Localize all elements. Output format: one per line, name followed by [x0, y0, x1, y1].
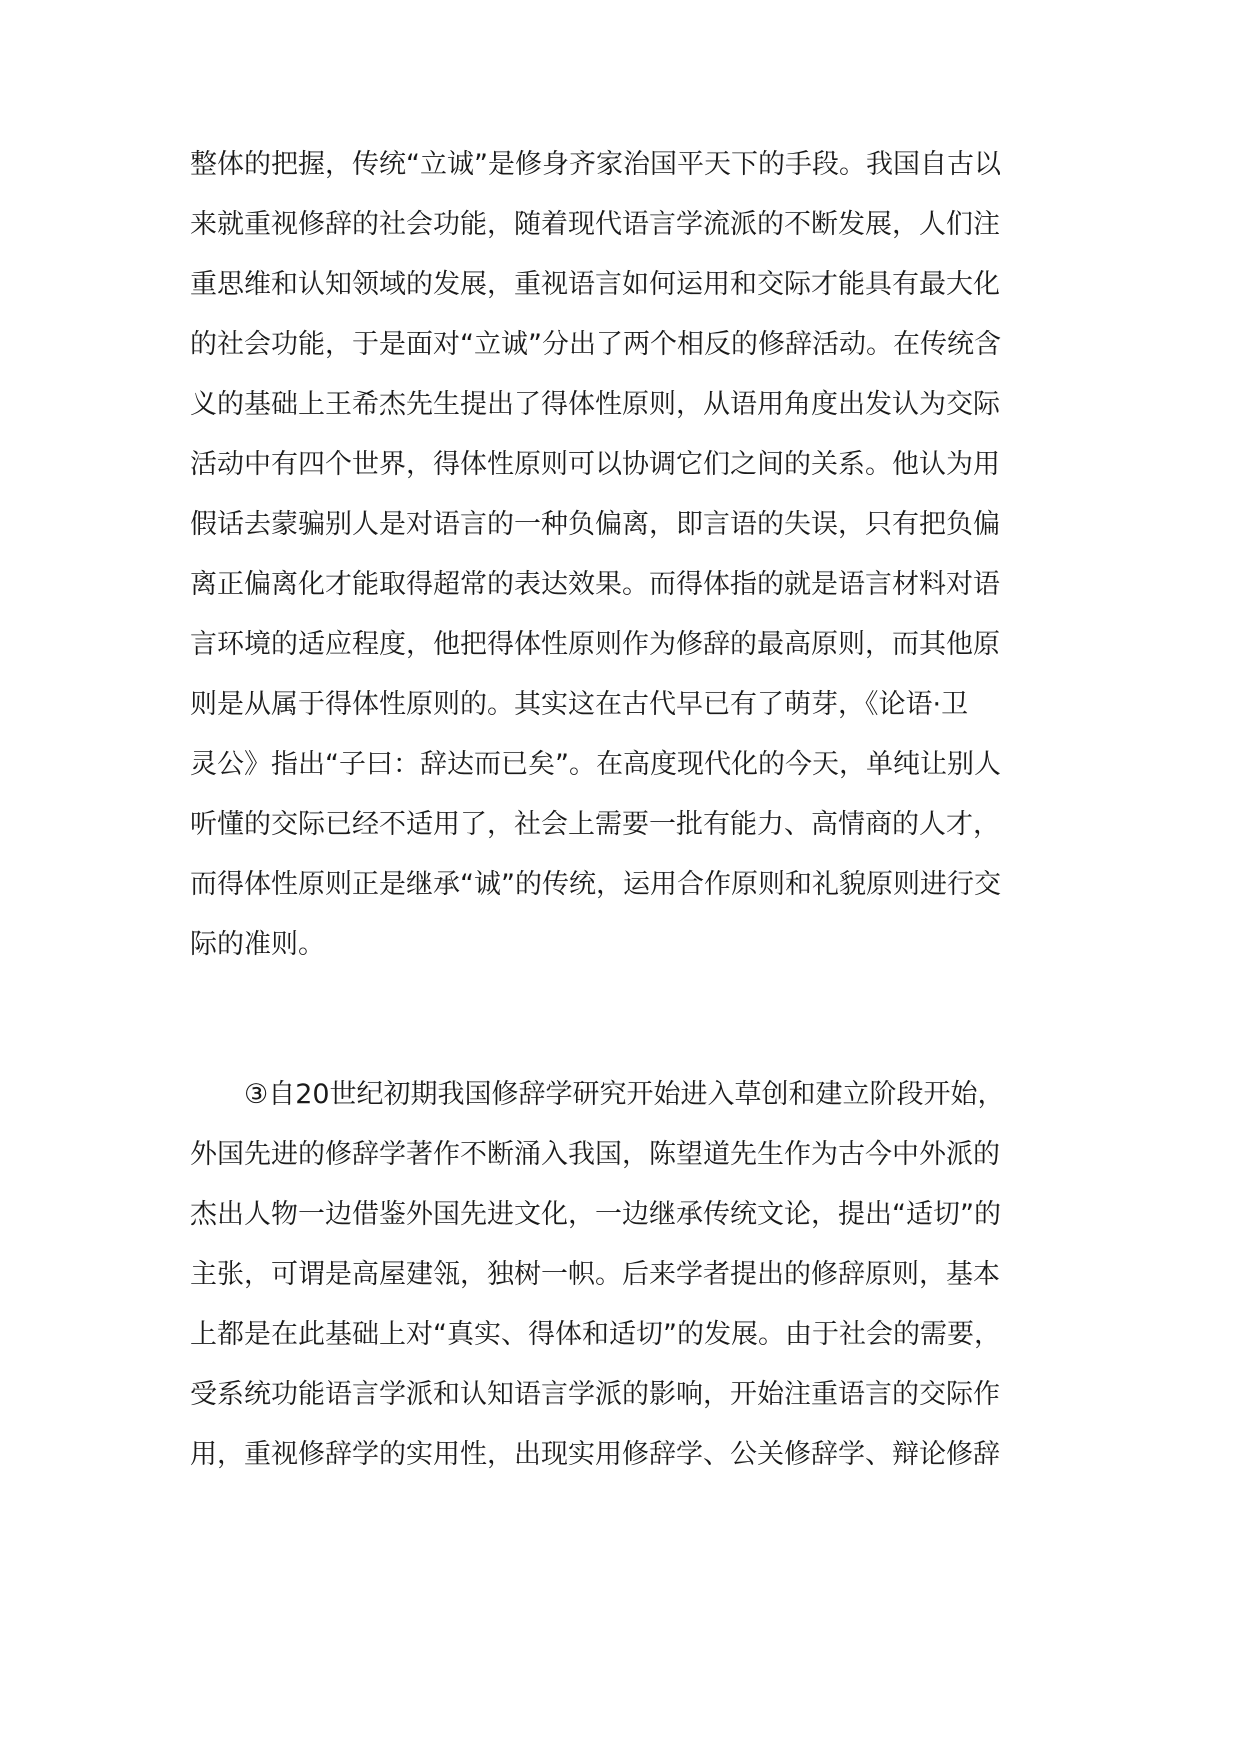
paragraph-2-line: 上都是在此基础上对“真实、得体和适切”的发展。由于社会的需要， [190, 1319, 1001, 1350]
paragraph-1-line: 则是从属于得体性原则的。其实这在古代早已有了萌芽，《论语·卫 [190, 689, 969, 720]
paragraph-1-line: 义的基础上王希杰先生提出了得体性原则，从语用角度出发认为交际 [190, 389, 1000, 420]
paragraph-1-line: 听懂的交际已经不适用了，社会上需要一批有能力、高情商的人才， [190, 809, 1000, 840]
paragraph-1-line: 际的准则。 [190, 929, 325, 960]
paragraph-2-line: 受系统功能语言学派和认知语言学派的影响，开始注重语言的交际作 [190, 1379, 1000, 1410]
paragraph-1-line: 离正偏离化才能取得超常的表达效果。而得体指的就是语言材料对语 [190, 569, 1000, 600]
paragraph-1-line: 的社会功能，于是面对“立诚”分出了两个相反的修辞活动。在传统含 [190, 329, 1001, 360]
paragraph-2-line: 用，重视修辞学的实用性，出现实用修辞学、公关修辞学、辩论修辞 [190, 1439, 1000, 1470]
paragraph-1-line: 言环境的适应程度，他把得体性原则作为修辞的最高原则，而其他原 [190, 629, 1000, 660]
paragraph-1-line: 灵公》指出“子曰：辞达而已矣”。在高度现代化的今天，单纯让别人 [190, 749, 1001, 780]
paragraph-2-line: 外国先进的修辞学著作不断涌入我国，陈望道先生作为古今中外派的 [190, 1139, 1000, 1170]
paragraph-2-line: 主张，可谓是高屋建瓴，独树一帜。后来学者提出的修辞原则，基本 [190, 1259, 1000, 1290]
paragraph-1-line: 活动中有四个世界，得体性原则可以协调它们之间的关系。他认为用 [190, 449, 1000, 480]
paragraph-2-line: 杰出人物一边借鉴外国先进文化，一边继承传统文论，提出“适切”的 [190, 1199, 1001, 1230]
paragraph-1-line: 假话去蒙骗别人是对语言的一种负偏离，即言语的失误，只有把负偏 [190, 509, 1000, 540]
paragraph-1-line: 整体的把握，传统“立诚”是修身齐家治国平天下的手段。我国自古以 [190, 149, 1001, 180]
paragraph-1-line: 重思维和认知领域的发展，重视语言如何运用和交际才能具有最大化 [190, 269, 1000, 300]
paragraph-2-line: ③自20世纪初期我国修辞学研究开始进入草创和建立阶段开始， [244, 1079, 1005, 1110]
paragraph-1-line: 来就重视修辞的社会功能，随着现代语言学流派的不断发展，人们注 [190, 209, 1000, 240]
paragraph-1-line: 而得体性原则正是继承“诚”的传统，运用合作原则和礼貌原则进行交 [190, 869, 1001, 900]
